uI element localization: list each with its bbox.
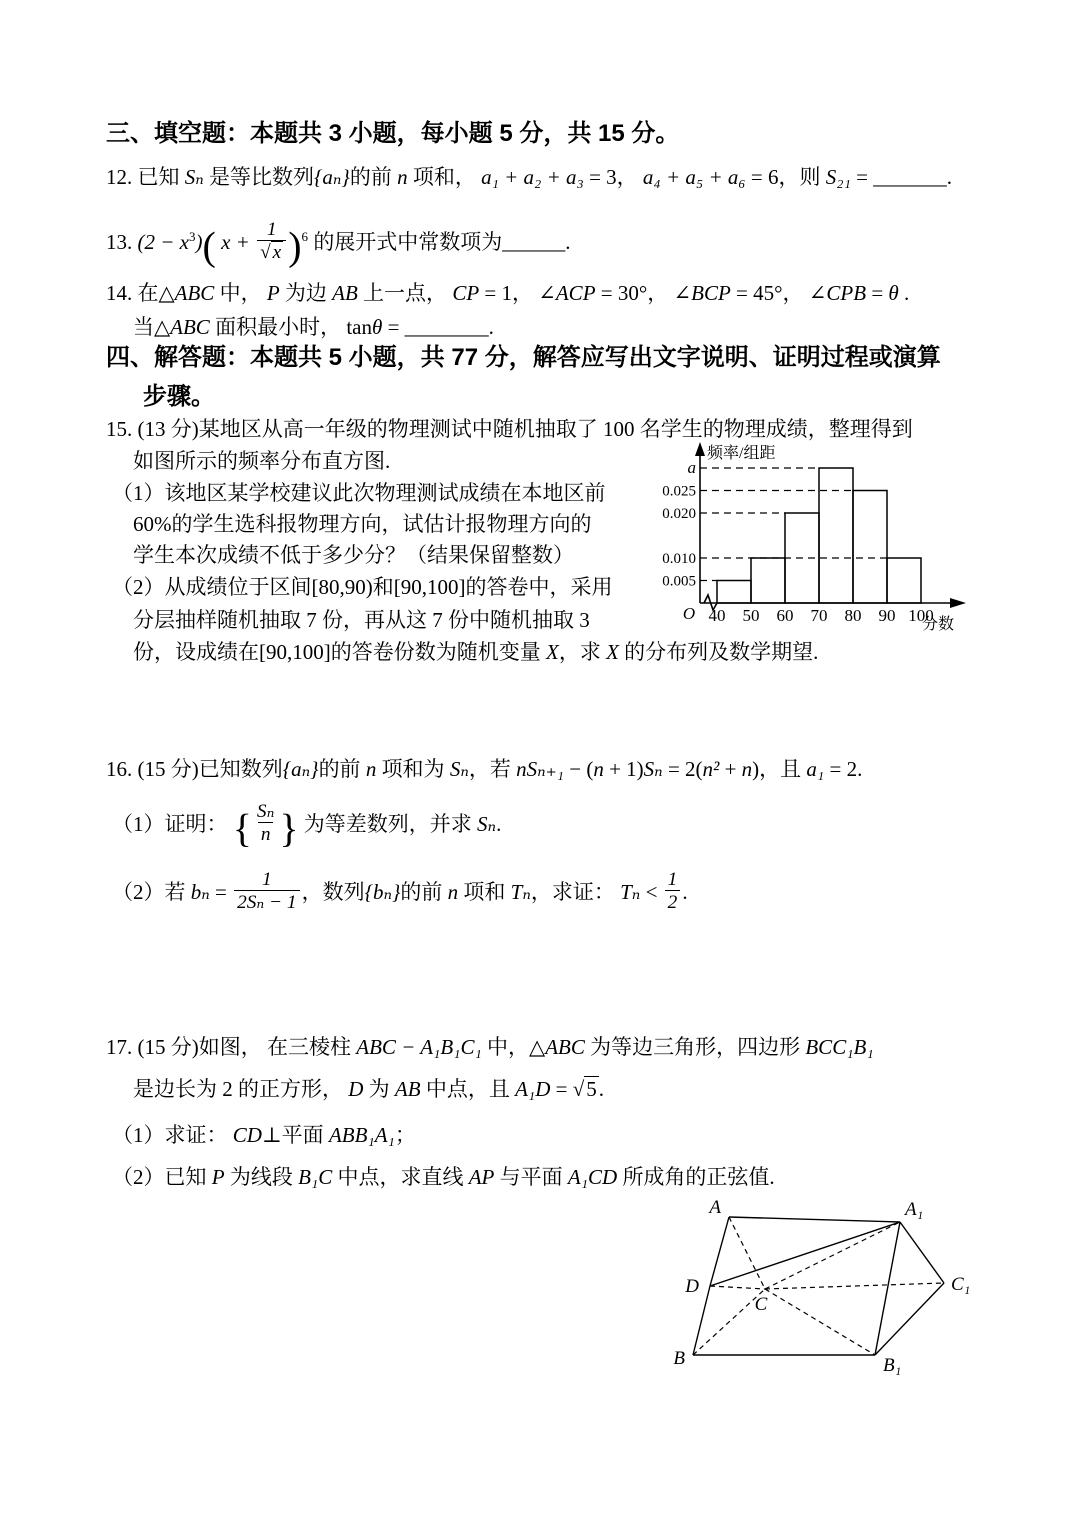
svg-text:分数: 分数 (921, 616, 955, 633)
prism-hidden-edges (693, 1217, 944, 1355)
question-15-part1-line3: 学生本次成绩不低于多少分？（结果保留整数） (133, 543, 574, 567)
vertex-label-B1: B₁ (883, 1355, 902, 1376)
question-15-part1-line1: （1）该地区某学校建议此次物理测试成绩在本地区前 (112, 481, 606, 505)
question-15-part1-line2: 60%的学生选科报物理方向，试估计报物理方向的 (133, 512, 592, 536)
svg-text:0.025: 0.025 (662, 483, 696, 500)
question-17-part1: （1）求证： CD⊥平面 ABB₁A₁； (112, 1123, 416, 1147)
svg-text:60: 60 (776, 606, 794, 625)
question-15-part2-line3: 份，设成绩在[90,100]的答卷份数为随机变量 X，求 X 的分布列及数学期望. (133, 640, 819, 664)
question-15-line1: 15. (13 分)某地区从高一年级的物理测试中随机抽取了 100 名学生的物理成绩，整理得到 (106, 417, 913, 441)
question-17-line1: 17. (15 分)如图， 在三棱柱 ABC − A₁B₁C₁ 中，△ABC 为等边三角形，四边形 BCC₁B₁ (106, 1035, 874, 1059)
question-13: 13. $(2 - x^3)$( x + $\frac{1}{√ x}$ )$^6$ 的展开式中常数项为______. (106, 218, 571, 269)
question-17-part2: （2）已知 P 为线段 B₁C 中点，求直线 AP 与平面 A₁CD 所成角的正弦值. (112, 1165, 775, 1189)
question-14-line2: 当△ABC 面积最小时， tanθ = ________. (133, 315, 494, 339)
svg-text:50: 50 (742, 606, 760, 625)
question-16-line1: 16. (15 分)已知数列{aₙ}的前 n 项和为 Sₙ，若 nSₙ₊₁ − (n + 1)Sₙ = 2(n² + n)，且 a₁ = 2. (106, 757, 863, 781)
histogram-figure (652, 438, 982, 633)
svg-text:80: 80 (844, 606, 862, 625)
svg-text:a: a (687, 458, 696, 477)
section4-heading-line1: 四、解答题：本题共 5 小题，共 77 分，解答应写出文字说明、证明过程或演算 (106, 344, 941, 371)
prism-solid-edges (693, 1217, 944, 1355)
vertex-label-C1: C₁ (951, 1274, 971, 1295)
svg-text:0.020: 0.020 (662, 506, 696, 522)
section4-heading-line2: 步骤。 (143, 383, 215, 410)
svg-text:0.010: 0.010 (662, 551, 696, 567)
section3-heading: 三、填空题：本题共 3 小题，每小题 5 分，共 15 分。 (106, 120, 680, 147)
histogram-svg (652, 438, 982, 633)
vertex-label-B: B (673, 1348, 685, 1369)
vertex-label-D: D (685, 1276, 699, 1297)
svg-text:频率/组距: 频率/组距 (707, 445, 776, 462)
vertex-label-A: A (709, 1197, 721, 1218)
prism-figure (655, 1197, 985, 1377)
question-15-part2-line1: （2）从成绩位于区间[80,90)和[90,100]的答卷中，采用 (112, 575, 613, 599)
svg-text:0.005: 0.005 (662, 573, 696, 590)
svg-text:90: 90 (878, 606, 896, 625)
question-14-line1: 14. 在△ABC 中， P 为边 AB 上一点， CP = 1， ∠ACP = 30°， ∠BCP = 45°， ∠CPB = θ . (106, 281, 910, 305)
svg-text:100: 100 (908, 606, 934, 625)
question-17-line2: 是边长为 2 的正方形， D 为 AB 中点，且 A₁D = √5. (133, 1077, 604, 1101)
question-12: 12. 已知 Sₙ 是等比数列{aₙ}的前 n 项和， a₁ + a₂ + a₃ = 3， a₄ + a₅ + a₆ = 6，则 S₂₁ = _______. (106, 165, 952, 189)
svg-text:70: 70 (810, 606, 828, 625)
question-16-part1: （1）证明： { $\frac{\text{Sₙ}}{n}$ } 为等差数列，并求 Sₙ. (112, 801, 502, 851)
question-15-part2-line2: 分层抽样随机抽取 7 份，再从这 7 份中随机抽取 3 (133, 608, 590, 632)
question-15-line2: 如图所示的频率分布直方图. (133, 449, 391, 473)
svg-text:O: O (682, 604, 696, 623)
question-16-part2: （2）若 bₙ = $\frac{1}{\text{2Sₙ − 1}}$ ，数列{bₙ}的前 n 项和 Tₙ，求证： Tₙ < $\frac{1}{2}$ . (112, 869, 688, 914)
svg-text:40: 40 (708, 606, 726, 625)
vertex-label-A1: A₁ (905, 1199, 924, 1220)
vertex-label-C: C (754, 1294, 768, 1315)
